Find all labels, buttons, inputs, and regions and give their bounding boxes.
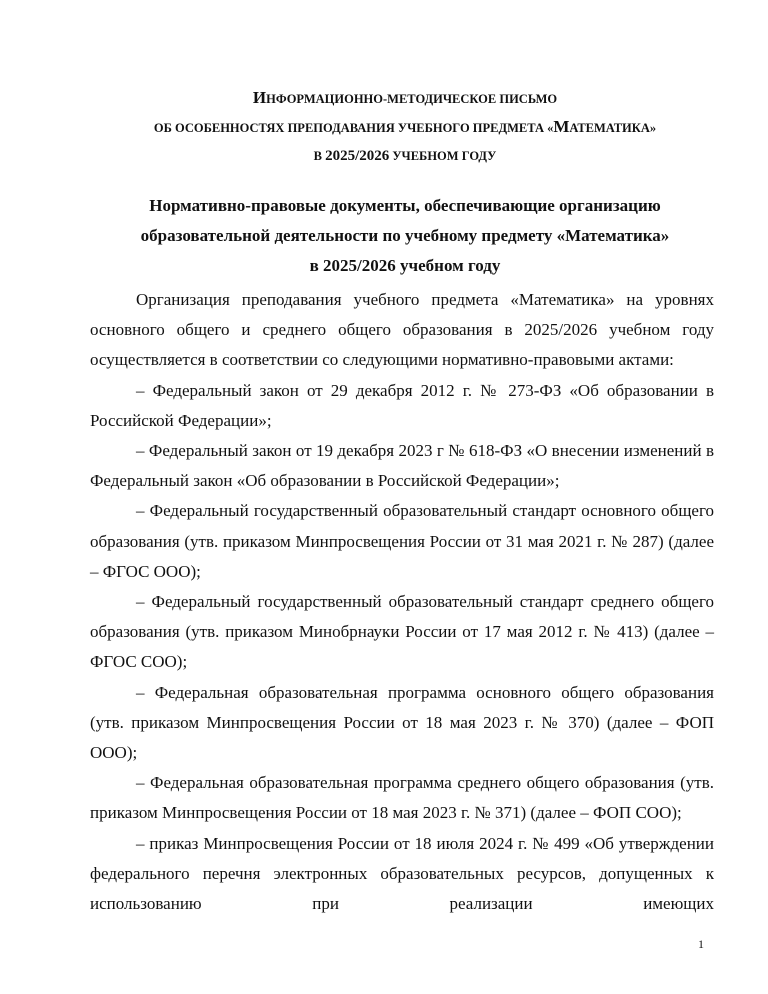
page-number: 1 (698, 937, 704, 951)
header-line-3 (90, 142, 720, 170)
document-body (90, 285, 714, 919)
list-item-order-499: – приказ Минпросвещения России от 18 июля 2024 г. № 499 «Об утверждении федерального перечня электронных образовательных ресурсов, допущенных к использованию при реализации имеющих (90, 833, 714, 914)
header-line-1-initial: И (252, 88, 267, 107)
header-line-3-year: 2025/2026 (325, 148, 390, 164)
header-line-2-initial: М (553, 117, 570, 136)
section-heading-line-3: в 2025/2026 учебном году (309, 256, 501, 275)
header-line-2-rest: АТЕМАТИКА» (569, 121, 657, 135)
section-heading-line-1: Нормативно-правовые документы, обеспечивающие организацию (149, 196, 661, 215)
list-item-fop-ooo: – Федеральная образовательная программа основного общего образования (утв. приказом Минпросвещения России от 18 мая 2023 г. № 370) (далее – ФОП ООО); (90, 682, 714, 763)
list-item-fop-soo: – Федеральная образовательная программа среднего общего образования (утв. приказом Минпросвещения России от 18 мая 2023 г. № 371) (далее – ФОП СОО); (90, 773, 714, 823)
header-line-1 (90, 84, 720, 113)
list-item-fgos-soo: – Федеральный государственный образовательный стандарт среднего общего образования (утв. приказом Минобрнауки России от 17 мая 2012 г. № 413) (далее – ФГОС СОО); (90, 592, 714, 672)
header-line-3-pre: В (313, 149, 326, 163)
header-line-1-rest: НФОРМАЦИОННО-МЕТОДИЧЕСКОЕ ПИСЬМО (266, 92, 558, 106)
header-line-2-pre: ОБ ОСОБЕННОСТЯХ ПРЕПОДАВАНИЯ УЧЕБНОГО ПРЕДМЕТА « (153, 121, 554, 135)
list-item-law-618: – Федеральный закон от 19 декабря 2023 г № 618-ФЗ «О внесении изменений в Федеральный закон «Об образовании в Российской Федерации»; (90, 441, 714, 491)
header-line-3-rest: УЧЕБНОМ ГОДУ (389, 149, 497, 163)
list-item-law-273: – Федеральный закон от 29 декабря 2012 г. № 273-ФЗ «Об образовании в Российской Федерации»; (90, 380, 714, 430)
intro-paragraph: Организация преподавания учебного предмета «Математика» на уровнях основного общего и среднего общего образования в 2025/2026 учебном году осуществляется в соответствии со следующими нормативно-правовыми актами: (90, 290, 714, 370)
section-heading-line-2: образовательной деятельности по учебному предмету «Математика» (140, 226, 670, 245)
document-header (90, 84, 720, 170)
list-item-fgos-ooo: – Федеральный государственный образовательный стандарт основного общего образования (утв. приказом Минпросвещения России от 31 мая 2021 г. № 287) (далее – ФГОС ООО); (90, 501, 714, 581)
header-line-2 (90, 113, 720, 142)
section-heading (90, 191, 720, 281)
